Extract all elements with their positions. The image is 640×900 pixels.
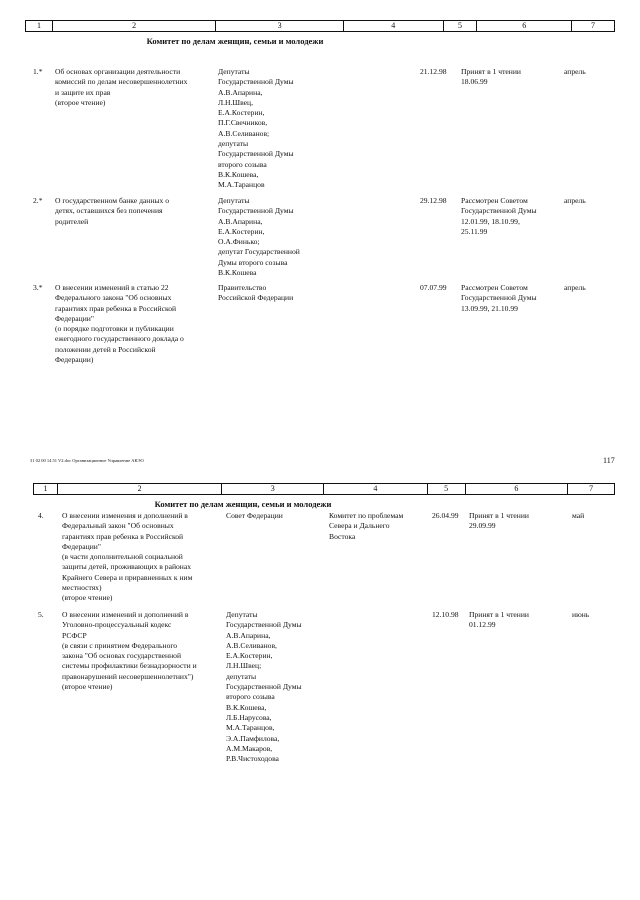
submission-date: 29.12.98: [420, 196, 447, 205]
row-number: 3.*: [33, 283, 43, 292]
column-header-2: 2: [58, 484, 222, 494]
planned-month: апрель: [564, 67, 586, 76]
section-title: Комитет по делам женщин, семьи и молодежи: [146, 36, 324, 46]
column-header-3: 3: [222, 484, 324, 494]
column-header-row: [33, 483, 615, 495]
planned-month: июнь: [572, 610, 590, 619]
page-number: 117: [603, 456, 615, 465]
section-title: Комитет по делам женщин, семьи и молодежи: [154, 499, 332, 509]
bill-status: Рассмотрен Советом Государственной Думы 12.01.99, 18.10.99, 25.11.99: [461, 196, 537, 236]
planned-month: апрель: [564, 196, 586, 205]
column-header-5: 5: [444, 21, 478, 31]
bill-authors: Депутаты Государственной Думы А.В.Апарина, Е.А.Костерин, О.А.Финько; депутат Государственной Думы второго созыва В.К.Кошева: [218, 196, 300, 278]
bill-title: О внесении изменений в статью 22 Федерального закона "Об основных гарантиях прав ребенка в Российской Федерации" (о порядке подготовки и публикации ежегодного государственного доклада о положении детей в Российской Федерации): [55, 283, 184, 365]
column-header-4: 4: [344, 21, 444, 31]
column-header-5: 5: [428, 484, 466, 494]
row-number: 4.: [38, 511, 44, 520]
row-number: 5.: [38, 610, 44, 619]
bill-title: Об основах организации деятельности комиссий по делам несовершеннолетних и защите их прав (второе чтение): [55, 67, 188, 107]
bill-authors: Правительство Российской Федерации: [218, 283, 294, 303]
column-header-4: 4: [324, 484, 428, 494]
bill-title: О внесении изменения и дополнений в Федеральный закон "Об основных гарантиях прав ребенка в Российской Федерации" (в части дополнительной социальной защиты детей, проживающих в районах Крайнего Севера и приравненных к ним местностях) (второе чтение): [62, 511, 193, 603]
submission-date: 07.07.99: [420, 283, 447, 292]
submission-date: 21.12.98: [420, 67, 447, 76]
planned-month: апрель: [564, 283, 586, 292]
planned-month: май: [572, 511, 585, 520]
column-header-6: 6: [466, 484, 569, 494]
page-footer: 31 02 00 14.51 V2.doc Организационное Управление АКЭО: [30, 458, 144, 463]
bill-title: О внесении изменений и дополнений в Уголовно-процессуальный кодекс РСФСР (в связи с принятием Федерального закона "Об основах государственной системы профилактики безнадзорности и правонарушений несовершеннолетних") (второе чтение): [62, 610, 197, 692]
row-number: 1.*: [33, 67, 43, 76]
bill-authors: Депутаты Государственной Думы А.В.Апарина, Л.Н.Швец, Е.А.Костерин, П.Г.Свечников, А.В.Селиванов; депутаты Государственной Думы второго созыва В.К.Кошева, М.А.Таранцов: [218, 67, 294, 190]
bill-status: Принят в 1 чтении 29.09.99: [469, 511, 529, 531]
bill-status: Принят в 1 чтении 18.06.99: [461, 67, 521, 87]
submission-date: 12.10.98: [432, 610, 459, 619]
bill-authors: Совет Федерации: [226, 511, 283, 520]
responsible-committee: Комитет по проблемам Севера и Дальнего Востока: [329, 511, 404, 541]
submission-date: 26.04.99: [432, 511, 459, 520]
bill-status: Принят в 1 чтении 01.12.99: [469, 610, 529, 630]
row-number: 2.*: [33, 196, 43, 205]
bill-title: О государственном банке данных о детях, оставшихся без попечения родителей: [55, 196, 170, 226]
column-header-3: 3: [216, 21, 344, 31]
column-header-6: 6: [477, 21, 572, 31]
column-header-1: 1: [34, 484, 58, 494]
column-header-1: 1: [26, 21, 53, 31]
column-header-7: 7: [589, 484, 594, 493]
bill-status: Рассмотрен Советом Государственной Думы 13.09.99, 21.10.99: [461, 283, 537, 313]
column-header-2: 2: [53, 21, 216, 31]
column-header-7: 7: [591, 21, 596, 30]
column-header-row: [25, 20, 615, 32]
bill-authors: Депутаты Государственной Думы А.В.Апарина, А.В.Селиванов, Е.А.Костерин, Л.Н.Швец; депутаты Государственной Думы второго созыва В.К.Кошева, Л.Б.Нарусова, М.А.Таранцов, Э.А.Памфилова, А.М.Макаров, Р.В.Чистоходова: [226, 610, 302, 764]
